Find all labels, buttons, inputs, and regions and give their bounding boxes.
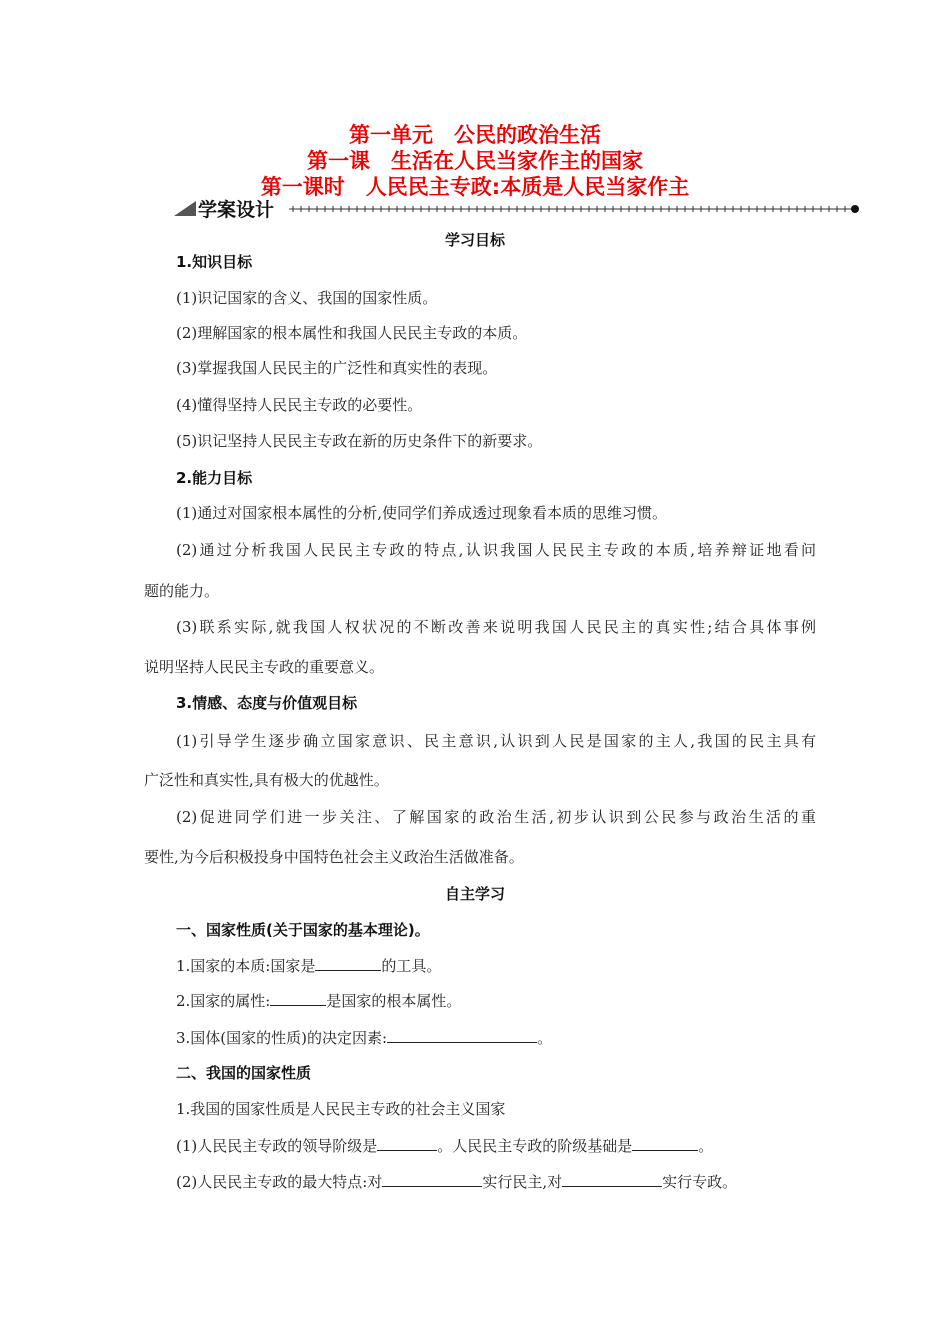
question-text: 的工具。 (381, 957, 442, 975)
self-study-heading: 自主学习 (444, 885, 505, 903)
knowledge-goal-item: (2)理解国家的根本属性和我国人民民主专政的本质。 (176, 324, 528, 342)
section-banner (174, 198, 860, 220)
emotion-goal-item-continued: 要性,为今后积极投身中国特色社会主义政治生活做准备。 (144, 848, 524, 866)
part2-title: 二、我国的国家性质 (176, 1064, 312, 1082)
question-text: 实行民主,对 (482, 1173, 563, 1191)
emotion-goal-item: (2)促进同学们进一步关注、了解国家的政治生活,初步认识到公民参与政治生活的重 (176, 808, 816, 826)
ability-goal-item-continued: 题的能力。 (144, 582, 220, 600)
answer-blank[interactable] (382, 1171, 482, 1187)
emotion-goal-item: (1)引导学生逐步确立国家意识、民主意识,认识到人民是国家的主人,我国的民主具有 (176, 732, 816, 750)
question-text: 2.国家的属性: (176, 992, 271, 1010)
question-text: 1.国家的本质:国家是 (176, 957, 316, 975)
part2-question: 1.我国的国家性质是人民民主专政的社会主义国家 (176, 1100, 506, 1118)
ability-goal-item-continued: 说明坚持人民民主专政的重要意义。 (144, 658, 385, 676)
part1-title: 一、国家性质(关于国家的基本理论)。 (176, 921, 430, 939)
ability-goal-item: (2)通过分析我国人民民主专政的特点,认识我国人民民主专政的本质,培养辩证地看问 (176, 541, 816, 559)
answer-blank[interactable] (270, 990, 326, 1006)
goals-heading: 学习目标 (444, 231, 505, 249)
answer-blank[interactable] (387, 1027, 537, 1043)
question-text: 。 (537, 1029, 553, 1047)
title-block (0, 122, 950, 200)
answer-blank[interactable] (377, 1135, 437, 1151)
emotion-goal-item-continued: 广泛性和真实性,具有极大的优越性。 (144, 771, 389, 789)
knowledge-goal-item: (4)懂得坚持人民民主专政的必要性。 (176, 396, 423, 414)
fill-question (176, 1135, 846, 1156)
fill-question (176, 1027, 846, 1048)
knowledge-goal-item: (1)识记国家的含义、我国的国家性质。 (176, 289, 438, 307)
question-text: 。人民民主专政的阶级基础是 (437, 1137, 633, 1155)
ability-goal-item: (3)联系实际,就我国人权状况的不断改善来说明我国人民民主的真实性;结合具体事例 (176, 618, 816, 636)
emotion-goal-title: 3.情感、态度与价值观目标 (176, 694, 358, 712)
lesson-title: 第一课 生活在人民当家作主的国家 (307, 149, 643, 173)
question-text: (2)人民民主专政的最大特点:对 (176, 1173, 383, 1191)
knowledge-goal-title: 1.知识目标 (176, 253, 253, 271)
ability-goal-item: (1)通过对国家根本属性的分析,使同学们养成透过现象看本质的思维习惯。 (176, 504, 668, 522)
answer-blank[interactable] (562, 1171, 662, 1187)
unit-title: 第一单元 公民的政治生活 (349, 123, 601, 147)
fill-question (176, 1171, 846, 1192)
question-text: 3.国体(国家的性质)的决定因素: (176, 1029, 388, 1047)
knowledge-goal-item: (3)掌握我国人民民主的广泛性和真实性的表现。 (176, 359, 498, 377)
question-text: 。 (698, 1137, 714, 1155)
answer-blank[interactable] (632, 1135, 698, 1151)
ability-goal-title: 2.能力目标 (176, 469, 253, 487)
fill-question (176, 955, 846, 976)
question-text: 是国家的根本属性。 (326, 992, 462, 1010)
fill-question (176, 990, 846, 1011)
knowledge-goal-item: (5)识记坚持人民民主专政在新的历史条件下的新要求。 (176, 432, 543, 450)
banner-triangle-icon (174, 201, 196, 216)
period-title: 第一课时 人民民主专政:本质是人民当家作主 (260, 175, 690, 199)
answer-blank[interactable] (315, 955, 381, 971)
question-text: 实行专政。 (662, 1173, 738, 1191)
banner-rule-icon (289, 198, 861, 220)
banner-label: 学案设计 (198, 199, 275, 221)
question-text: (1)人民民主专政的领导阶级是 (176, 1137, 378, 1155)
